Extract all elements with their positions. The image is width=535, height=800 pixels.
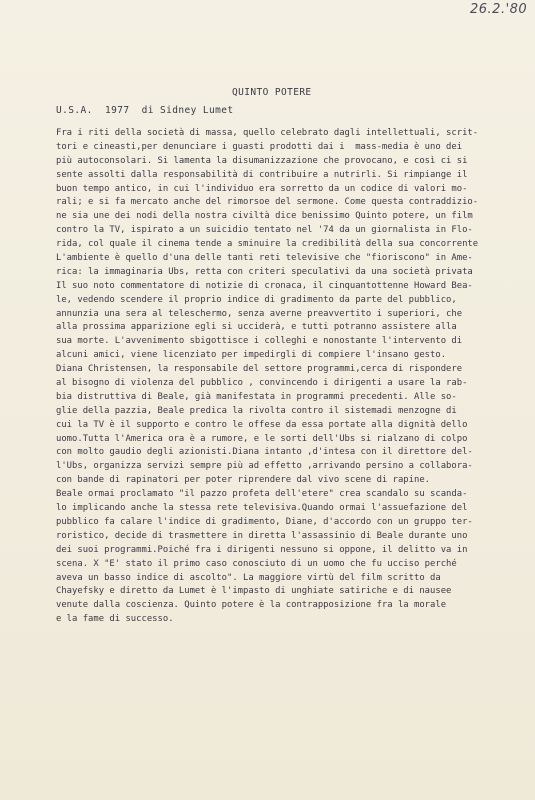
body-line: rida, col quale il cinema tende a sminuire la credibilità della sua concorrente <box>56 239 479 250</box>
body-line: glie della pazzia, Beale predica la rivolta contro il sistemadi menzogne di <box>56 405 457 416</box>
body-line: Il suo noto commentatore di notizie di cronaca, il cinquantottenne Howard Bea- <box>56 280 473 291</box>
body-line: rica: la immaginaria Ubs, retta con criteri speculativi da una società privata <box>56 266 473 277</box>
body-line: venute dalla coscienza. Quinto potere è la contrapposizione fra la morale <box>56 600 447 611</box>
body-line: L'ambiente è quello d'una delle tanti reti televisive che "fioriscono" in Ame- <box>56 253 473 264</box>
body-line: aveva un basso indice di ascolto". La maggiore virtù del film scritto da <box>56 572 441 583</box>
body-line: Diana Christensen, la responsabile del settore programmi,cerca di rispondere <box>56 364 463 375</box>
document-body <box>56 127 516 627</box>
body-line: le, vedendo scendere il proprio indice di gradimento da parte del pubblico, <box>56 294 457 305</box>
body-line: bia distruttiva di Beale, già manifestata in programmi precedenti. Alle so- <box>56 391 457 402</box>
body-line: più autoconsolari. Si lamenta la disumanizzazione che provocano, e così ci si <box>56 155 468 166</box>
body-line: uomo.Tutta l'America ora è a rumore, e le sorti dell'Ubs si rialzano di colpo <box>56 433 468 444</box>
body-line: con molto gaudio degli azionisti.Diana intanto ,d'intesa con il direttore del- <box>56 447 473 458</box>
film-info: U.S.A. 1977 di Sidney Lumet <box>56 105 234 116</box>
body-line: sua morte. L'avvenimento sbigottisce i colleghi e nonostante l'intervento di <box>56 336 463 347</box>
body-line: rali; e si fa mercato anche del rimorsoe del sermone. Come questa contraddizio- <box>56 197 479 208</box>
body-line: sente assolti dalla responsabilità di contribuire a nutrirli. Si rimpiange il <box>56 169 468 180</box>
body-line: con bande di rapinatori per poter riprendere dal vivo scene di rapine. <box>56 475 431 486</box>
body-line: Chayefsky e diretto da Lumet è l'impasto di unghiate satiriche e di nausee <box>56 586 452 597</box>
body-line: dei suoi programmi.Poiché fra i dirigenti nessuno si oppone, il delitto va in <box>56 544 468 555</box>
body-line: e la fame di successo. <box>56 614 174 625</box>
body-line: alcuni amici, viene licenziato per impedirgli di compiere l'insano gesto. <box>56 350 447 361</box>
body-line: tori e cineasti,per denunciare i guasti prodotti dai i mass-media è uno dei <box>56 141 463 152</box>
body-line: contro la TV, ispirato a un suicidio tentato nel '74 da un giornalista in Flo- <box>56 225 473 236</box>
body-line: lo implicando anche la stessa rete televisiva.Quando ormai l'assuefazione del <box>56 503 468 514</box>
body-line: alla prossima apparizione egli si ucciderà, e tutti potranno assistere alla <box>56 322 457 333</box>
body-line: pubblico fa calare l'indice di gradimento, Diane, d'accordo con un gruppo ter- <box>56 516 473 527</box>
body-line: Beale ormai proclamato "il pazzo profeta dell'etere" crea scandalo su scanda- <box>56 489 468 500</box>
body-line: buon tempo antico, in cui l'individuo era sorretto da un codice di valori mo- <box>56 183 468 194</box>
document-title: QUINTO POTERE <box>232 87 312 98</box>
body-line: ne sia une dei nodi della nostra civiltà dice benissimo Quinto potere, un film <box>56 211 473 222</box>
body-line: al bisogno di violenza del pubblico , convincendo i dirigenti a usare la rab- <box>56 378 468 389</box>
body-line: roristico, decide di trasmettere in diretta l'assassinio di Beale durante uno <box>56 530 468 541</box>
body-line: cui la TV è il supporto e contro le offese da essa portate alla dignità dello <box>56 419 468 430</box>
body-line: l'Ubs, organizza servizi sempre più ad effetto ,arrivando persino a collabora- <box>56 461 473 472</box>
handwritten-date: 26.2.'80 <box>470 2 528 17</box>
body-line: annunzia una sera al teleschermo, senza averne preavvertito i superiori, che <box>56 308 463 319</box>
body-line: Fra i riti della società di massa, quello celebrato dagli intellettuali, scrit- <box>56 128 479 138</box>
body-line: scena. X "E' stato il primo caso conosciuto di un uomo che fu ucciso perché <box>56 558 457 569</box>
